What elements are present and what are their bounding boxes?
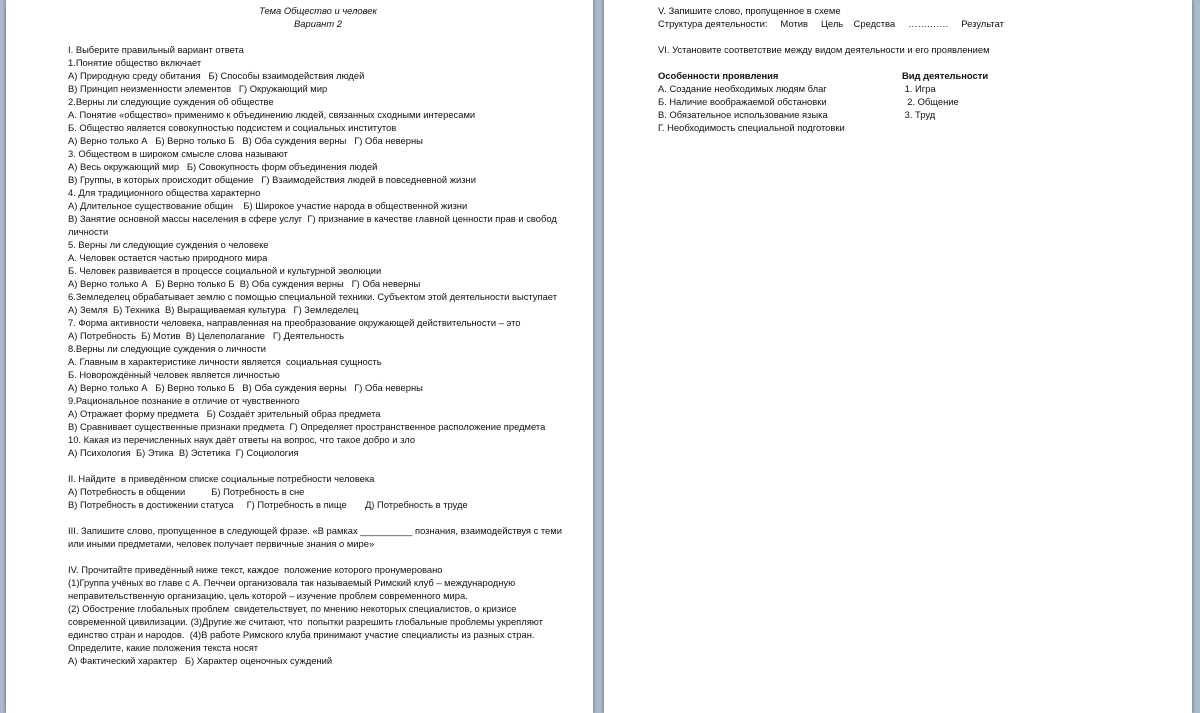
question-line: II. Найдите в приведённом списке социальные потребности человека [68,473,375,484]
col-activity-items [902,82,1052,121]
feature-item: Г. Необходимость специальной подготовки [658,122,845,133]
document-variant: Вариант 2 [294,18,342,29]
question-line: А) Верно только А Б) Верно только Б В) Оба суждения верны Г) Оба неверны [68,135,423,146]
activity-item: 3. Труд [902,109,936,120]
question-line: А) Длительное существование общин Б) Широкое участие народа в общественной жизни [68,200,468,211]
question-line: 8.Верны ли следующие суждения о личности [68,343,267,354]
section5-heading: V. Запишите слово, пропущенное в схеме [658,5,841,16]
question-line: А) Земля Б) Техника В) Выращиваемая культура Г) Земледелец [68,304,359,315]
section5-scheme: Структура деятельности: Мотив Цель Средства …………. Результат [658,18,1004,29]
feature-item: Б. Наличие воображаемой обстановки [658,96,827,107]
document-page-right [604,0,1192,713]
question-line: А) Потребность Б) Мотив В) Целеполагание Г) Деятельность [68,330,344,341]
question-line: 1.Понятие общество включает [68,57,202,68]
question-line: 2.Верны ли следующие суждения об обществе [68,96,274,107]
question-line: 7. Форма активности человека, направленная на преобразование окружающей действительности – это [68,317,521,328]
question-line: А. Человек остается частью природного мира [68,252,268,263]
section2-questions [68,472,568,511]
question-line: А) Потребность в общении Б) Потребность в сне [68,486,305,497]
question-line: Б. Человек развивается в процессе социальной и культурной эволюции [68,265,382,276]
question-line: В) Потребность в достижении статуса Г) Потребность в пище Д) Потребность в труде [68,499,468,510]
question-line: В) Занятие основной массы населения в сфере услуг Г) признание в качестве главной ценности прав и свобод личности [68,213,560,237]
question-line: 5. Верны ли следующие суждения о человеке [68,239,269,250]
text-line: А) Фактический характер Б) Характер оценочных суждений [68,655,333,666]
question-line: 6.Земледелец обрабатывает землю с помощью специальной техники. Субъектом этой деятельности выступает [68,291,557,302]
text-line: Определите, какие положения текста носят [68,642,259,653]
question-line: 10. Какая из перечисленных наук даёт ответы на вопрос, что такое добро и зло [68,434,416,445]
text-line: (1)Группа учёных во главе с А. Печчеи организовала так называемый Римский клуб – международную неправительственную организацию, цель которой – изучение проблем современного мира. [68,577,518,601]
document-title: Тема Общество и человек [259,5,377,16]
question-line: А. Понятие «общество» применимо к объединению людей, связанных сходными интересами [68,109,476,120]
question-line: А) Верно только А Б) Верно только Б В) Оба суждения верны Г) Оба неверны [68,278,421,289]
question-line: А) Психология Б) Этика В) Эстетика Г) Социология [68,447,299,458]
question-line: А) Природную среду обитания Б) Способы взаимодействия людей [68,70,365,81]
question-line: В) Группы, в которых происходит общение Г) Взаимодействия людей в повседневной жизни [68,174,476,185]
col-activity-header: Вид деятельности [902,70,989,81]
col-features-header: Особенности проявления [658,70,779,81]
question-line: 3. Обществом в широком смысле слова называют [68,148,288,159]
question-line: А) Весь окружающий мир Б) Совокупность форм объединения людей [68,161,378,172]
document-page-left [6,0,593,713]
question-line: В) Принцип неизменности элементов Г) Окружающий мир [68,83,328,94]
question-line: А) Верно только А Б) Верно только Б В) Оба суждения верны Г) Оба неверны [68,382,423,393]
question-line: А. Главным в характеристике личности является социальная сущность [68,356,382,367]
feature-item: А. Создание необходимых людям благ [658,83,827,94]
matching-col-activity [902,69,1052,134]
page-right-content [658,4,1168,134]
page-left-content [68,4,568,667]
activity-item: 2. Общение [902,96,959,107]
question-line: 9.Рациональное познание в отличие от чувственного [68,395,300,406]
section4-text [68,563,568,667]
activity-item: 1. Игра [902,83,936,94]
question-line: А) Отражает форму предмета Б) Создаёт зрительный образ предмета [68,408,381,419]
section6-heading: VI. Установите соответствие между видом деятельности и его проявлением [658,44,990,55]
section1-questions [68,56,568,459]
section3-text: III. Запишите слово, пропущенное в следующей фразе. «В рамках __________ познания, взаимодействуя с теми или иными предметами, человек получает первичные знания о мире» [68,525,562,549]
feature-item: В. Обязательное использование языка [658,109,828,120]
question-line: Б. Новорождённый человек является личностью [68,369,280,380]
text-line: IV. Прочитайте приведённый ниже текст, каждое положение которого пронумеровано [68,564,443,575]
section1-heading: I. Выберите правильный вариант ответа [68,44,244,55]
col-features-items [658,82,902,134]
question-line: Б. Общество является совокупностью подсистем и социальных институтов [68,122,397,133]
question-line: 4. Для традиционного общества характерно [68,187,261,198]
title-block [68,4,568,30]
matching-table [658,69,1168,134]
text-line: (2) Обострение глобальных проблем свидетельствует, по мнению некоторых специалистов, о кризисе современной цивилизации. (3)Другие же считают, что попытки разрешить глобальные проблемы укрепляют единство стран и народов. (4)В работе Римского клуба принимают участие специалисты из разных стран. [68,603,546,640]
question-line: В) Сравнивает существенные признаки предмета Г) Определяет пространственное расположение предмета [68,421,546,432]
matching-col-features [658,69,902,134]
